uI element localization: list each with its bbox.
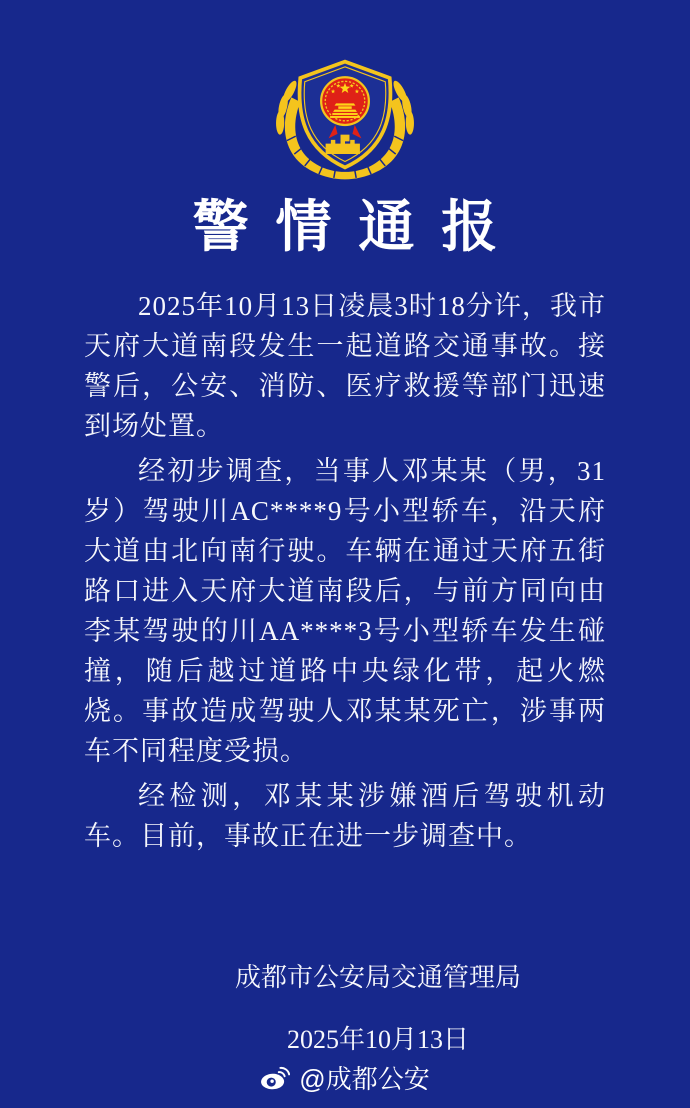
- paragraph-conclusion: 经检测，邓某某涉嫌酒后驾驶机动车。目前，事故正在进一步调查中。: [84, 781, 606, 852]
- weibo-handle: @成都公安: [299, 1064, 430, 1094]
- issuer-name: 成都市公安局交通管理局: [234, 963, 521, 993]
- paragraph-incident: 2025年10月13日凌晨3时18分许，我市天府大道南段发生一起道路交通事故。接警后，公安、消防、医疗救援等部门迅速到场处置。: [84, 291, 606, 442]
- page-title: 警情通报: [192, 197, 525, 259]
- paragraph-investigation: 经初步调查，当事人邓某某（男，31岁）驾驶川AC****9号小型轿车，沿天府大道由北向南行驶。车辆在通过天府五街路口进入天府大道南段后，与前方同向由李某驾驶的川AA****3号小型轿车发生碰撞，随后越过道路中央绿化带，起火燃烧。事故造成驾驶人邓某某死亡，涉事两车不同程度受损。: [84, 456, 606, 767]
- notice-body: [84, 286, 606, 856]
- police-badge-emblem: [263, 54, 427, 181]
- signature-block: [0, 960, 690, 1058]
- national-emblem-icon: [321, 77, 369, 125]
- watermark: [0, 1059, 690, 1096]
- weibo-icon: [260, 1066, 290, 1090]
- police-notice: [0, 54, 690, 1108]
- issue-date: 2025年10月13日: [286, 1025, 469, 1055]
- police-badge-icon: [263, 54, 427, 181]
